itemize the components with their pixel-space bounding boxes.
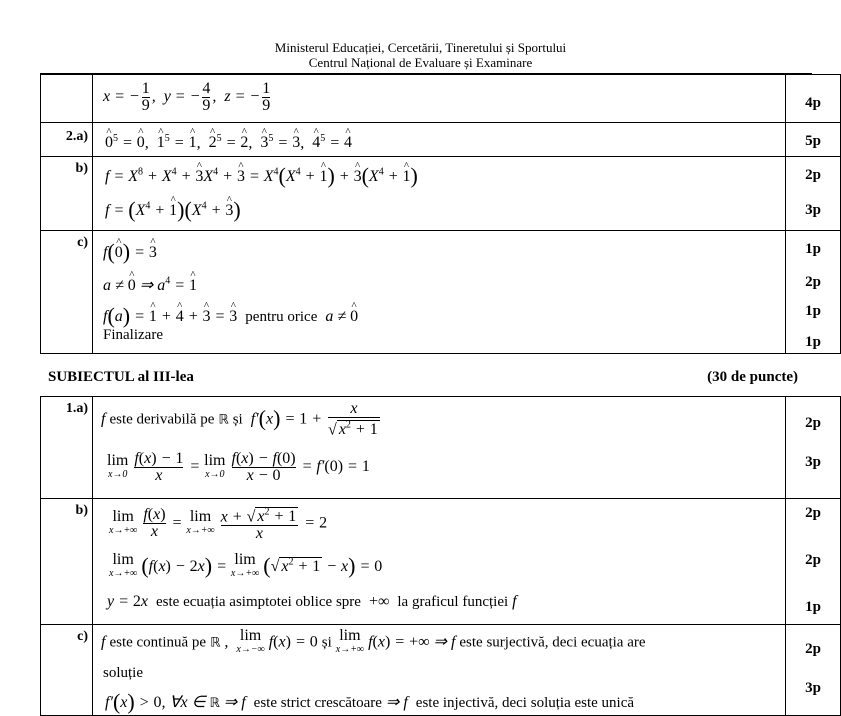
points-value: 2p [805,641,821,657]
formula-limit-b1: lim x→+∞ $\frac{f(x)}{x}$ = lim x→+∞ $\frac{x + √ x^2 + 1}{x}$ = 2 [109,506,328,543]
formula-asymptote: y = 2x este ecuația asimptotei oblice spre +∞ la graficul funcției f [107,593,517,610]
formula-injective: f′(x) > 0, ∀x ∈ ℝ ⇒ f este strict crescătoare ⇒ f este injectivă, deci soluția este unică [105,689,635,714]
text-si: și [232,411,243,428]
answer-cell [93,75,786,123]
points-value: 1p [805,241,821,257]
table-row [41,75,841,123]
points-value: 3p [805,454,821,470]
formula-f0: f(^ 0) = ^ 3 [93,231,785,271]
row-number [41,75,93,123]
answer-cell [93,397,786,499]
header-ministry: Ministerul Educației, Cercetării, Tineretului și Sportului [274,40,567,55]
text-continua: este continuă pe [109,634,207,651]
header-center: Centrul Național de Evaluare și Examinare [308,55,533,70]
row-number: b) [41,157,93,231]
points-value: 1p [805,334,821,350]
answer-cell [93,231,786,354]
text-si-2: și [321,634,332,651]
table-row [41,499,841,625]
page-header [0,40,841,70]
points-value: 3p [805,202,821,218]
text-grafic: la graficul funcției [397,594,509,610]
formula-powers: ^ $0^5$ = ^ 0, ^ $1^5$ = ^ 1, ^ $2^5$ = ^ 2, ^ $3^5$ = ^ 3, ^ $4^5$ = ^ 4 [93,123,785,152]
grading-table-bottom [40,396,841,716]
text-solutie: soluție [103,665,143,681]
answer-cell [93,625,786,716]
points-value: 2p [805,167,821,183]
points-value: 1p [805,599,821,615]
formula-continuity: f este continuă pe ℝ , lim x→−∞ f(x) = 0 și lim x→+∞ f(x) = +∞ ⇒ f este surjectivă, deci ecuația are [101,627,646,655]
grading-table-top [40,74,841,354]
points-value: 3p [805,680,821,696]
points-cell [786,231,841,354]
points-value: 2p [805,505,821,521]
answer-cell [93,499,786,625]
formula-f-factor: $f = (X^4$ + ^ $1)(X^4$ + ^ 3) [93,195,785,223]
points-cell: 5p [786,123,841,157]
section-title: SUBIECTUL al III-lea [48,369,194,385]
answer-cell [93,157,786,231]
text-derivabila: este derivabilă pe [109,411,215,428]
formula-xyz: x = − $\frac{1}{9}$ , y = − $\frac{4}{9}$ , z = − $\frac{1}{9}$ [103,80,271,114]
points-cell [786,499,841,625]
points-cell [786,397,841,499]
points-value: 2p [805,415,821,431]
formula-fa: f(a) = ^ 1 + ^ 4 + ^ 3 = ^ 3 pentru orice a ≠ ^ 0 [93,299,785,327]
row-number: b) [41,499,93,625]
formula-limit-b2: lim x→+∞ (f(x) − 2x) = lim x→+∞ (√ $x^2 + 1 - x) = 0$ [109,551,383,580]
points-cell: 4p [786,75,841,123]
text-injectiva: este injectivă, deci soluția este unică [415,695,635,711]
section-points: (30 de puncte) [707,369,798,385]
table-row [41,157,841,231]
text-pentru-orice: pentru orice [245,309,318,325]
table-row [41,231,841,354]
formula-derivative: f este derivabilă pe ℝ și f′(x) = 1 + $\frac{x}{√ x^2 + 1}$ [101,400,378,439]
points-value: 2p [805,552,821,568]
points-cell [786,625,841,716]
points-value: 1p [805,303,821,319]
text-surjectiva: este surjectivă, deci ecuația are [459,634,646,651]
table-row [41,625,841,716]
formula-f-expand: $f = X^8 + X^4$ + ^ $3X^4$ + ^ $3 = X^4(X^4$ + ^ 1) + ^ $3(X^4$ + ^ 1) [93,157,785,195]
text-finalizare: Finalizare [103,327,163,343]
table-row [41,123,841,157]
text-crescatoare: este strict crescătoare [253,695,382,711]
points-value: 2p [805,274,821,290]
formula-a-nonzero: a ≠ ^ 0 ⇒ $a^4$ = ^ 1 [93,271,785,299]
points-cell [786,157,841,231]
row-number: 1.a) [41,397,93,499]
formula-limit-a: lim x→0 $\frac{f(x) - 1}{x}$ = lim x→0 $\frac{f(x) - f(0)}{x - 0}$ = f′(0) = 1 [107,450,370,484]
row-number: 2.a) [41,123,93,157]
row-number: c) [41,231,93,354]
answer-cell [93,123,786,157]
table-row [41,397,841,499]
row-number: c) [41,625,93,716]
text-asimptota: este ecuația asimptotei oblice spre [156,594,361,610]
section-heading [48,369,798,386]
